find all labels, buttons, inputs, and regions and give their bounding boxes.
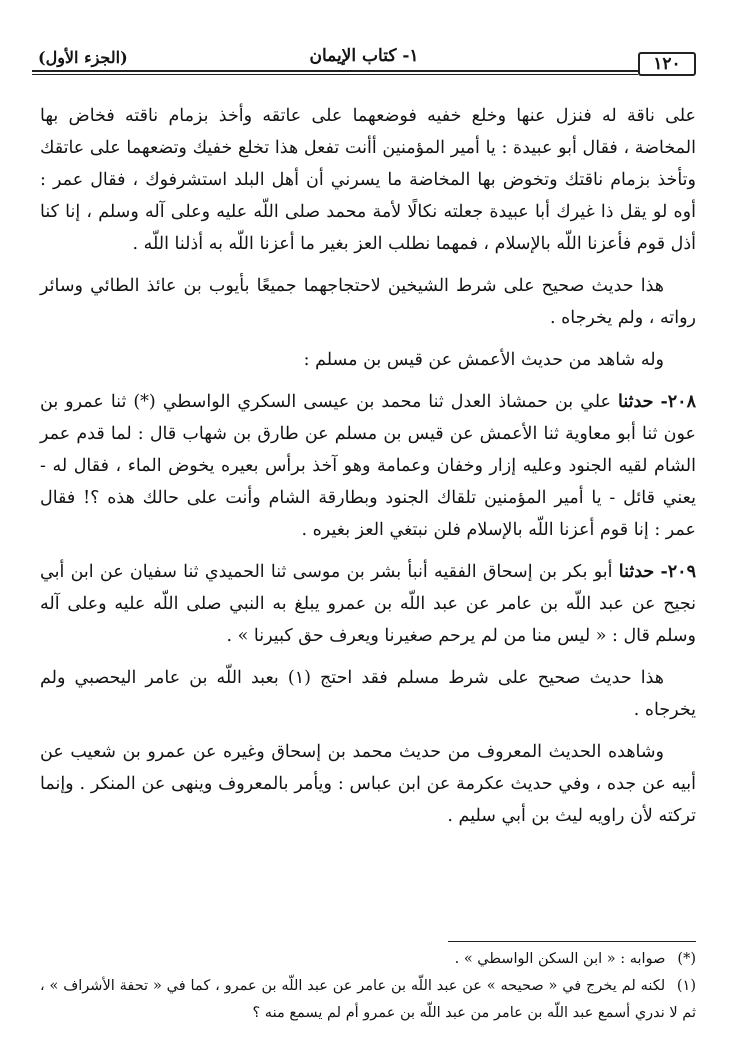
hadith-lead-word: حدثنا — [618, 562, 655, 582]
paragraph-witness: وشاهده الحديث المعروف من حديث محمد بن إسحاق وغيره عن عمرو بن شعيب عن أبيه عن جده ، وفي حديث عكرمة عن ابن عباس : ويأمر بالمعروف وينهى عن المنكر . وإنما تركته لأن راويه ليث بن أبي سليم . — [40, 742, 696, 826]
footnote-star — [40, 946, 696, 973]
page-number: ١٢٠ — [638, 52, 696, 76]
header-rule — [32, 70, 638, 72]
hadith-number: ٢٠٨- — [660, 392, 696, 412]
footnote-text: لكنه لم يخرج في « صحيحه » عن عبد اللّه بن عامر عن عبد اللّه بن عمرو ، كما في « تحفة الأشراف » ، ثم لا ندري أسمع عبد اللّه بن عامر من عبد اللّه بن عمرو أم لم يسمع منه ؟ — [40, 978, 696, 1021]
paragraph-narration-end: على ناقة له فنزل عنها وخلع خفيه فوضعهما على عاتقه وأخذ بزمام ناقته فخاض بها المخاضة ، فقال أبو عبيدة : يا أمير المؤمنين أأنت تفعل هذا تخلع خفيك وتضعهما على عاتقك وتأخذ بزمام ناقتك وتخوض بها المخاضة ما يسرني أن أهل البلد استشرفوك ، فقال عمر : أوه لو يقل ذا غيرك أبا عبيدة جعلته نكالًا لأمة محمد صلى اللّه عليه وعلى آله وسلم ، إنا كنا أذل قوم فأعزنا اللّه بالإسلام ، فمهما نطلب العز بغير ما أعزنا اللّه به أذلنا اللّه . — [40, 106, 696, 254]
hadith-text: علي بن حمشاذ العدل ثنا محمد بن عيسى السكري الواسطي (*) ثنا عمرو بن عون ثنا أبو معاوية ثنا الأعمش عن قيس بن مسلم عن طارق بن شهاب قال : لما قدم عمر الشام لقيه الجنود وعليه إزار وخفان وعمامة وهو آخذ برأس بعيره يخوض الماء ، فقال له - يعني قائل - يا أمير المؤمنين تلقاك الجنود وبطارقة الشام وأنت على حالك هذه ؟! فقال عمر : إنا قوم أعزنا اللّه بالإسلام فلن نبتغي العز بغيره . — [40, 392, 696, 540]
main-text — [40, 100, 696, 842]
footnote-separator — [448, 941, 696, 942]
hadith-text: أبو بكر بن إسحاق الفقيه أنبأ بشر بن موسى ثنا الحميدي ثنا سفيان عن ابن أبي نجيح عن عبد اللّه بن عامر عن عبد اللّه بن عمرو يبلغ به النبي صلى اللّه عليه وعلى آله وسلم قال : « ليس منا من لم يرحم صغيرنا ويعرف حق كبيرنا » . — [40, 562, 696, 646]
header-rule-thin — [32, 74, 638, 75]
footnotes — [40, 946, 696, 1027]
footnote-mark: (١) — [676, 978, 697, 994]
paragraph-grading-muslim: هذا حديث صحيح على شرط مسلم فقد احتج (١) بعبد اللّه بن عامر اليحصبي ولم يخرجاه . — [40, 668, 696, 720]
footnote-text: صوابه : « ابن السكن الواسطي » . — [454, 951, 666, 967]
volume-label: (الجزء الأول) — [38, 48, 128, 67]
hadith-number: ٢٠٩- — [660, 562, 696, 582]
running-title: ١- كتاب الإيمان — [309, 46, 419, 66]
hadith-208 — [40, 386, 696, 546]
footnote-1 — [40, 973, 696, 1027]
paragraph-grading: هذا حديث صحيح على شرط الشيخين لاحتجاجهما جميعًا بأيوب بن عائذ الطائي وسائر رواته ، ولم يخرجاه . — [40, 276, 696, 328]
hadith-209 — [40, 556, 696, 652]
footnote-mark: (*) — [677, 951, 696, 967]
page-header — [32, 40, 696, 80]
hadith-lead-word: حدثنا — [618, 392, 654, 412]
paragraph-witness-intro: وله شاهد من حديث الأعمش عن قيس بن مسلم : — [303, 350, 664, 370]
